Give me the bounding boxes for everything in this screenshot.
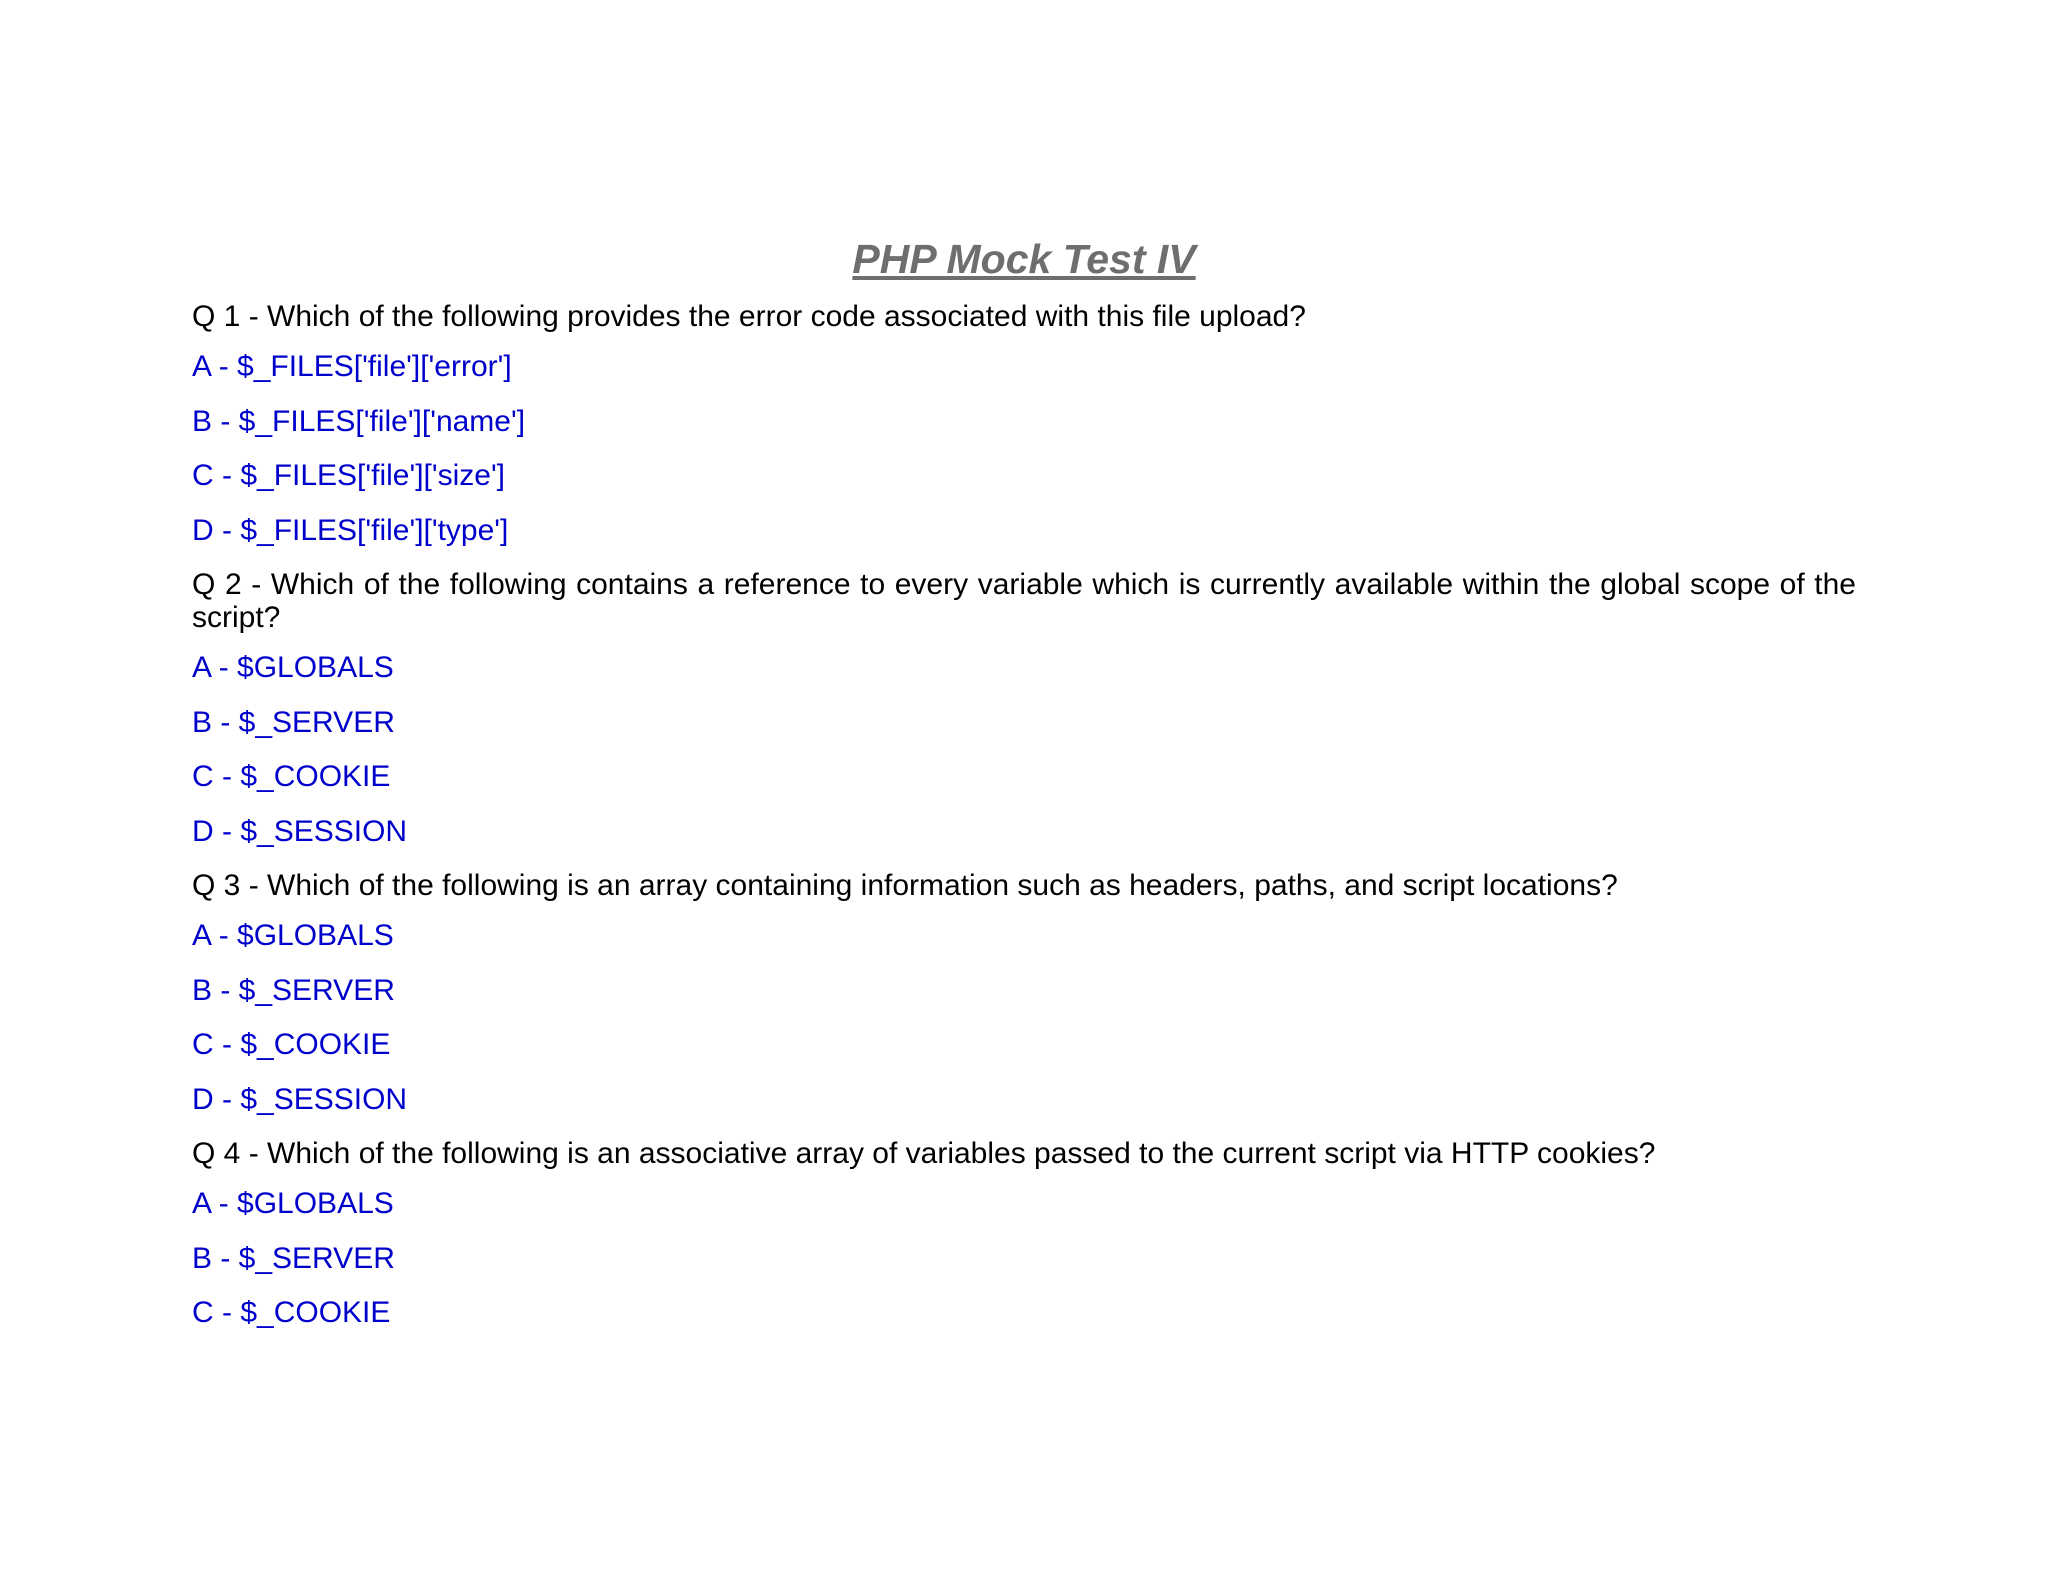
answer-option: C - $_FILES['file']['size'] bbox=[192, 459, 506, 492]
answer-option: C - $_COOKIE bbox=[192, 1028, 391, 1061]
question-text: Q 4 - Which of the following is an associative array of variables passed to the current script via HTTP cookies? bbox=[192, 1137, 1656, 1170]
document-content bbox=[192, 228, 1856, 1351]
answer-option: B - $_SERVER bbox=[192, 1241, 395, 1275]
answer-option: B - $_SERVER bbox=[192, 705, 395, 739]
question-text: Q 3 - Which of the following is an array containing information such as headers, paths, and script locations? bbox=[192, 869, 1618, 902]
answer-option: A - $GLOBALS bbox=[192, 651, 394, 684]
answer-option: B - $_SERVER bbox=[192, 973, 395, 1007]
question-text: Q 2 - Which of the following contains a reference to every variable which is currently available within the global scope of the script? bbox=[192, 568, 1856, 634]
answer-option: D - $_FILES['file']['type'] bbox=[192, 513, 509, 547]
answer-option: A - $GLOBALS bbox=[192, 919, 394, 952]
question-block-4 bbox=[192, 1137, 1856, 1329]
answer-option: C - $_COOKIE bbox=[192, 760, 391, 793]
question-text: Q 1 - Which of the following provides the error code associated with this file upload? bbox=[192, 300, 1306, 333]
answer-option: C - $_COOKIE bbox=[192, 1296, 391, 1329]
question-block-3 bbox=[192, 869, 1856, 1116]
answer-option: A - $GLOBALS bbox=[192, 1187, 394, 1220]
answer-option: A - $_FILES['file']['error'] bbox=[192, 350, 512, 383]
question-block-1 bbox=[192, 300, 1856, 547]
answer-option: D - $_SESSION bbox=[192, 814, 408, 848]
question-block-2 bbox=[192, 568, 1856, 848]
answer-option: B - $_FILES['file']['name'] bbox=[192, 404, 526, 438]
answer-option: D - $_SESSION bbox=[192, 1082, 408, 1116]
page-title: PHP Mock Test IV bbox=[852, 236, 1196, 282]
